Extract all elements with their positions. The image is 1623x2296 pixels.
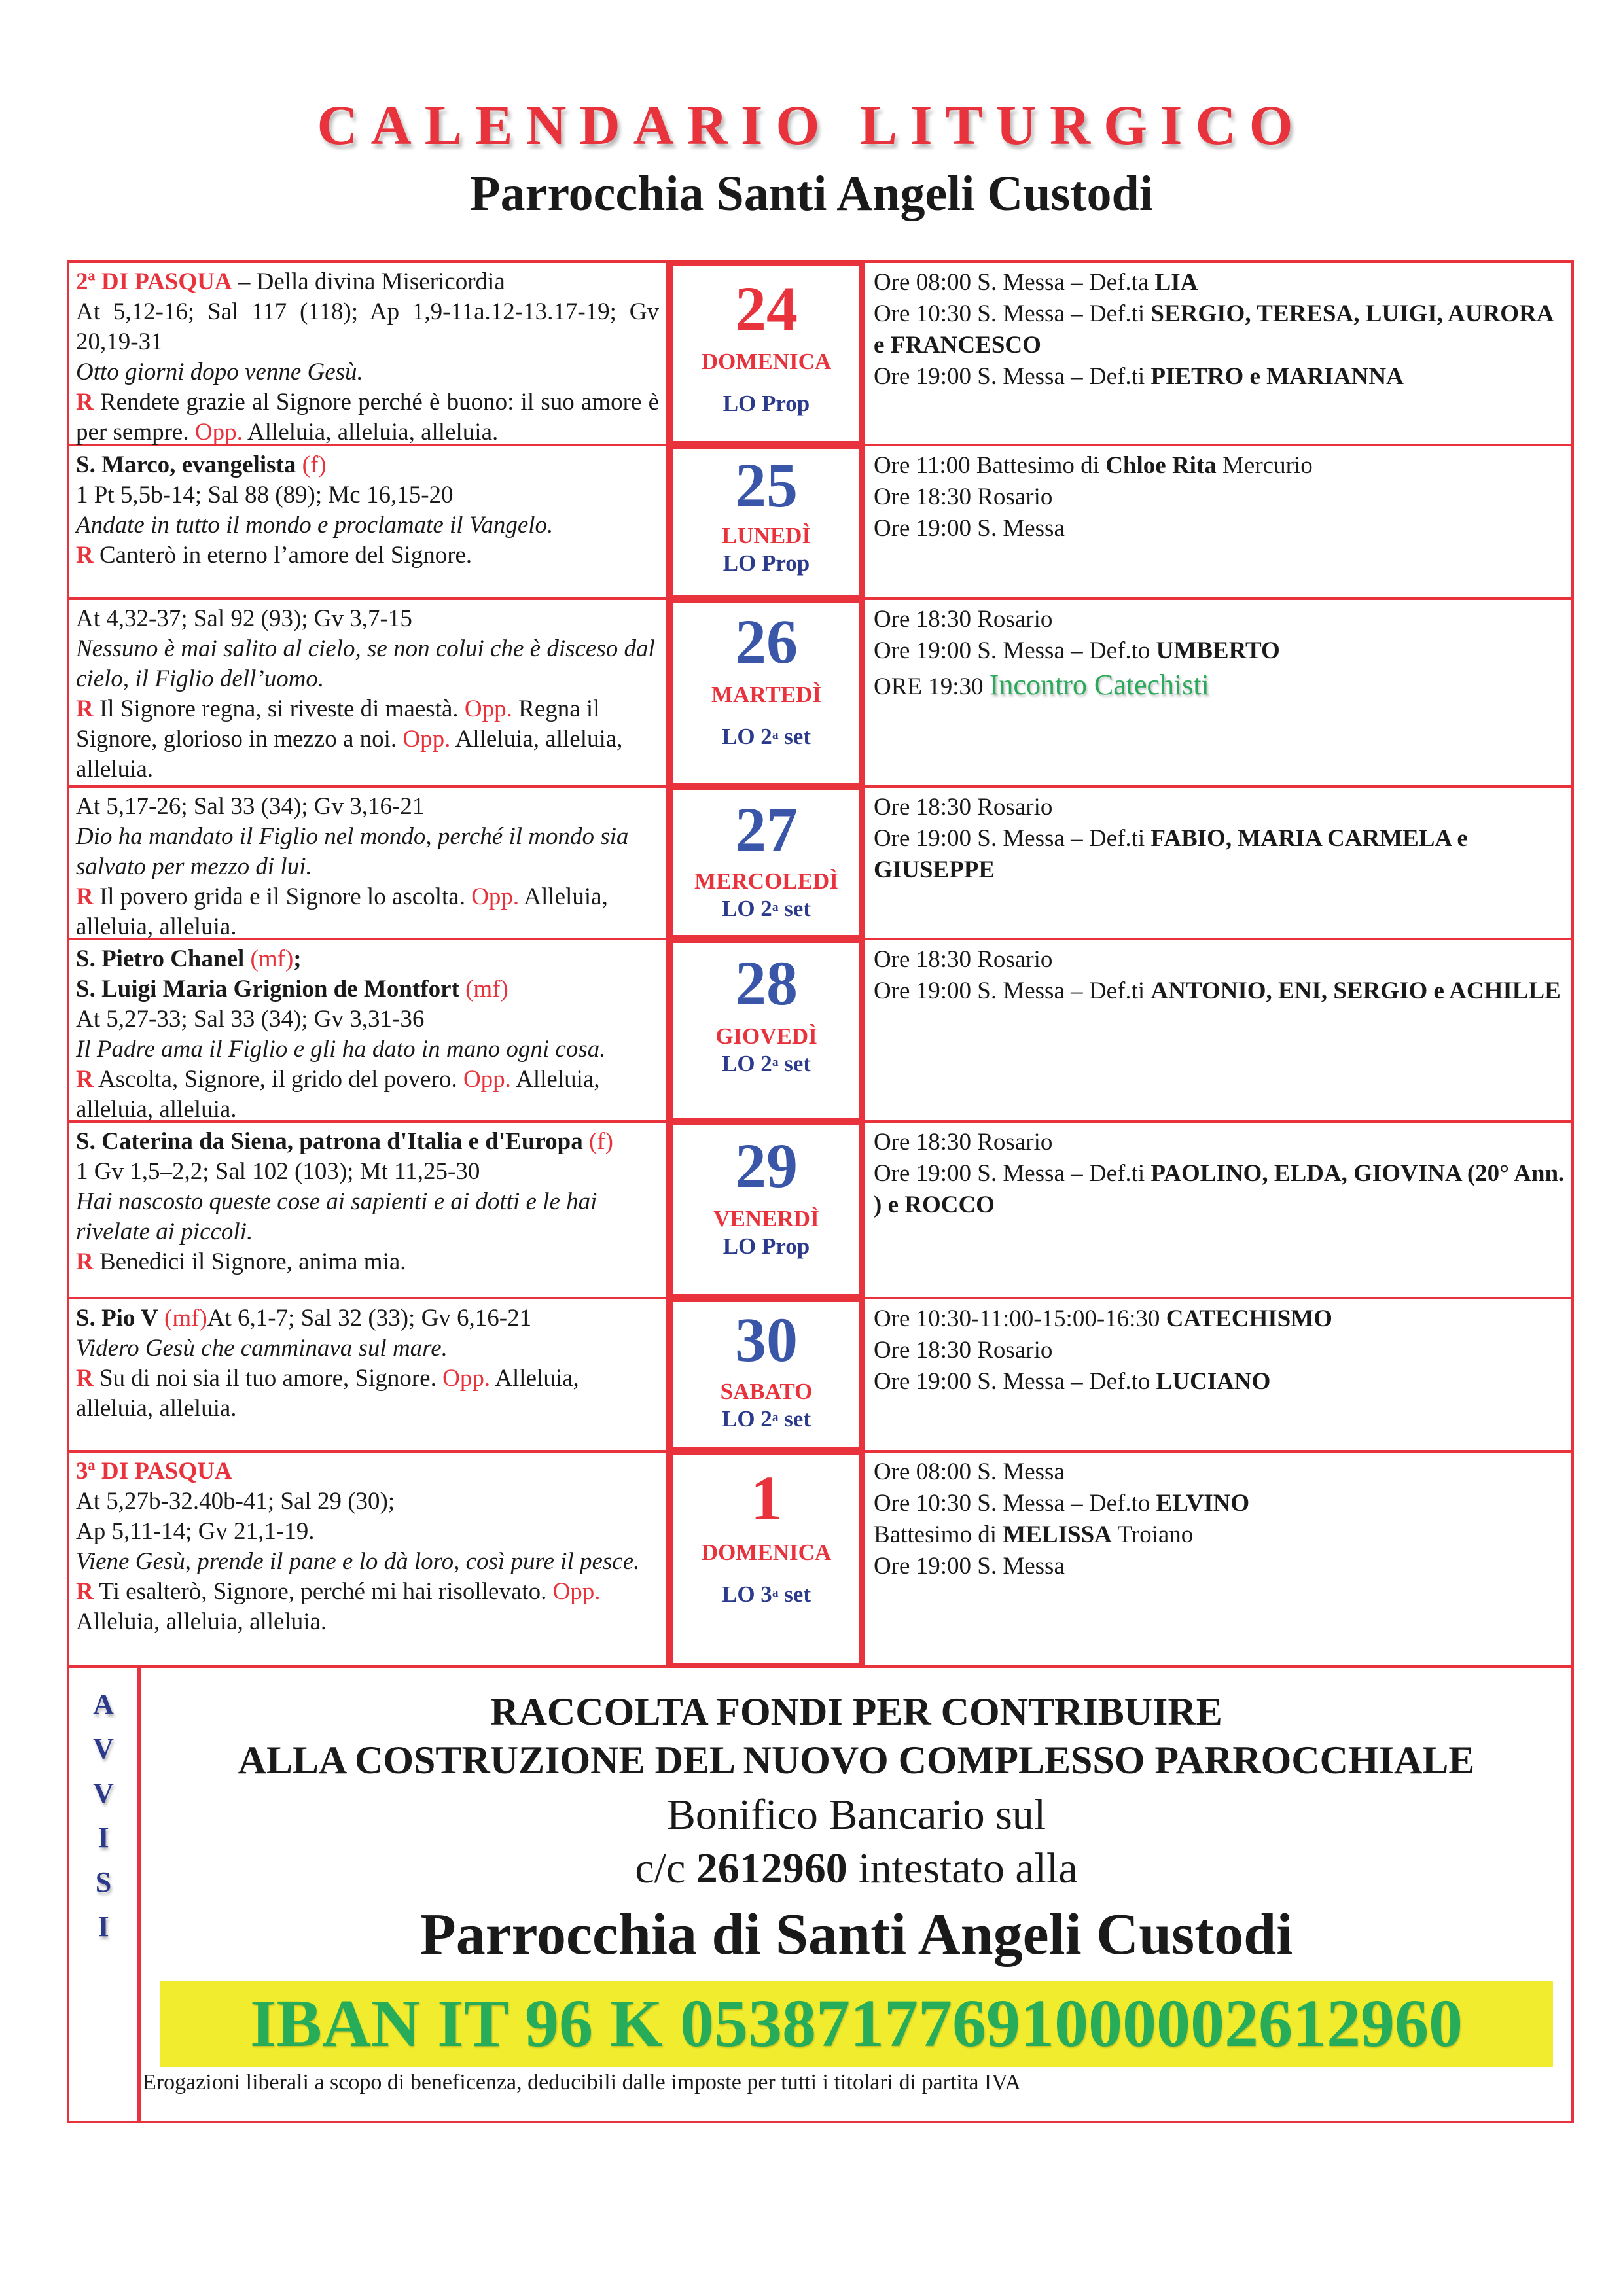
avvisi-letter: V <box>93 1777 114 1809</box>
readings: 1 Gv 1,5–2,2; Sal 102 (103); Mt 11,25-30 <box>76 1158 480 1185</box>
liturgy-of-hours: LO Prop <box>722 391 810 416</box>
event-names: SERGIO, TERESA, LUIGI, AURORA e FRANCESCO <box>874 300 1553 359</box>
table-row <box>69 1299 1571 1453</box>
saint-name: S. Caterina da Siena, patrona d'Italia e d'Europa <box>76 1128 583 1155</box>
liturgy-cell <box>69 940 668 1123</box>
day-number: 29 <box>735 1131 798 1201</box>
liturgy-cell <box>69 1299 668 1450</box>
lo-text: LO 2 <box>721 896 772 921</box>
event-item <box>874 667 1565 705</box>
weekday: VENERDÌ <box>713 1206 819 1231</box>
events-cell <box>865 788 1571 938</box>
date-cell <box>668 1450 865 1668</box>
liturgy-of-hours <box>673 1405 859 1433</box>
readings: At 6,1-7; Sal 32 (33); Gv 6,16-21 <box>207 1305 532 1332</box>
table-row <box>69 600 1571 788</box>
lo-ordinal: a <box>772 1586 779 1600</box>
opp-label: Opp. <box>552 1578 601 1605</box>
readings: At 4,32-37; Sal 92 (93); Gv 3,7-15 <box>76 605 412 632</box>
response-alt: Alleluia, alleluia, alleluia. <box>76 726 623 783</box>
response-text: Ti esalterò, Signore, perché mi hai risollevato. <box>93 1578 553 1605</box>
events-cell <box>865 446 1571 597</box>
rank: (f) <box>296 451 327 478</box>
event-item: Ore 18:30 Rosario <box>874 484 1053 510</box>
response-label: R <box>76 696 94 722</box>
event-item <box>874 450 1565 482</box>
event-text: Mercurio <box>1216 452 1313 479</box>
antiphon: Nessuno è mai salito al cielo, se non colui che è disceso dal cielo, il Figlio dell’uomo. <box>76 635 655 692</box>
event-item <box>874 298 1565 361</box>
event-item: Ore 18:30 Rosario <box>874 1129 1053 1156</box>
event-names: PAOLINO, ELDA, GIOVINA (20° Ann. ) e ROCCO <box>874 1160 1565 1218</box>
antiphon: Dio ha mandato il Figlio nel mondo, perché il mondo sia salvato per mezzo di lui. <box>76 823 629 880</box>
readings: At 5,17-26; Sal 33 (34); Gv 3,16-21 <box>76 793 425 820</box>
event-text: Troiano <box>1111 1521 1194 1548</box>
event-item <box>874 976 1565 1007</box>
date-cell <box>668 1297 865 1453</box>
event-text: Ore 10:30-11:00-15:00-16:30 <box>874 1305 1166 1332</box>
table-row <box>69 1453 1571 1668</box>
antiphon: Videro Gesù che camminava sul mare. <box>76 1335 448 1362</box>
response-label: R <box>76 1248 94 1275</box>
event-text: Ore 19:00 S. Messa – Def.ti <box>874 978 1151 1004</box>
liturgy-cell <box>69 788 668 938</box>
event-text: Ore 19:00 S. Messa – Def.ti <box>874 1160 1151 1187</box>
response-label: R <box>76 1365 94 1392</box>
tax-deduction-note: Erogazioni liberali a scopo di beneficenza, deducibili dalle imposte per tutti i titolari di partita IVA <box>143 2070 1021 2094</box>
lo-text: set <box>778 1051 811 1076</box>
fundraising-heading: RACCOLTA FONDI PER CONTRIBUIRE <box>490 1690 1222 1733</box>
account-prefix: c/c <box>635 1845 696 1892</box>
opp-label: Opp. <box>402 726 451 752</box>
events-cell <box>865 1453 1571 1665</box>
weekday: DOMENICA <box>701 349 832 374</box>
response-text: Il povero grida e il Signore lo ascolta. <box>93 883 472 910</box>
event-item <box>874 361 1565 393</box>
event-item <box>874 1519 1565 1551</box>
response-alt: Alleluia, alleluia, alleluia. <box>242 419 499 446</box>
parish-subtitle: Parrocchia Santi Angeli Custodi <box>470 166 1153 221</box>
day-number: 25 <box>735 450 798 520</box>
day-number: 24 <box>735 274 798 344</box>
antiphon: Andate in tutto il mondo e proclamate il Vangelo. <box>76 512 554 539</box>
rank: (mf) <box>158 1305 207 1332</box>
lo-text: set <box>778 724 811 749</box>
antiphon: Otto giorni dopo venne Gesù. <box>76 359 363 385</box>
weekday: GIOVEDÌ <box>715 1023 817 1049</box>
event-names: ANTONIO, ENI, SERGIO e ACHILLE <box>1150 978 1561 1004</box>
table-row <box>69 940 1571 1123</box>
events-cell <box>865 940 1571 1120</box>
opp-label: Opp. <box>463 1066 511 1093</box>
table-row <box>69 446 1571 600</box>
event-text: Ore 08:00 S. Messa – Def.ta <box>874 269 1155 296</box>
account-number: 2612960 <box>696 1845 847 1892</box>
saint-name: S. Marco, evangelista <box>76 451 296 478</box>
opp-label: Opp. <box>194 419 243 446</box>
event-item: Ore 19:00 S. Messa <box>874 1553 1065 1580</box>
response-text: Canterò in eterno l’amore del Signore. <box>93 542 473 569</box>
date-cell <box>668 444 865 600</box>
liturgy-of-hours <box>673 1050 859 1078</box>
avvisi-letter: S <box>95 1866 112 1898</box>
liturgy-cell <box>69 446 668 597</box>
response-label: R <box>76 883 94 910</box>
rank: (mf) <box>244 945 294 972</box>
weekday: LUNEDÌ <box>721 523 812 548</box>
event-names: UMBERTO <box>1156 637 1280 664</box>
event-item: Ore 18:30 Rosario <box>874 794 1053 821</box>
date-cell <box>668 938 865 1123</box>
event-item <box>874 635 1565 667</box>
readings: 1 Pt 5,5b-14; Sal 88 (89); Mc 16,15-20 <box>76 482 454 508</box>
event-names: ELVINO <box>1156 1490 1250 1517</box>
account-suffix: intestato alla <box>847 1845 1078 1892</box>
lo-text: set <box>778 1581 811 1607</box>
event-item <box>874 1158 1565 1221</box>
feast-heading: 2ª DI PASQUA <box>76 268 232 295</box>
event-item: Ore 18:30 Rosario <box>874 606 1053 633</box>
event-text: Ore 19:00 S. Messa – Def.to <box>874 1368 1156 1395</box>
opp-label: Opp. <box>471 883 520 910</box>
event-names: LUCIANO <box>1156 1368 1271 1395</box>
events-cell <box>865 263 1571 444</box>
avvisi-letter: A <box>93 1688 114 1720</box>
event-item <box>874 267 1565 298</box>
event-text: Ore 11:00 Battesimo di <box>874 452 1106 479</box>
avvisi-letter: I <box>98 1822 109 1854</box>
event-text: Ore 19:00 S. Messa – Def.to <box>874 637 1156 664</box>
lo-ordinal: a <box>772 1411 779 1424</box>
fundraising-subheading: ALLA COSTRUZIONE DEL NUOVO COMPLESSO PARROCCHIALE <box>238 1739 1475 1782</box>
events-cell <box>865 1123 1571 1297</box>
event-item: Ore 08:00 S. Messa <box>874 1458 1065 1485</box>
response-text: Il Signore regna, si riveste di maestà. <box>93 696 465 722</box>
account-line <box>141 1842 1571 1896</box>
lo-text: LO 2 <box>721 1406 772 1432</box>
iban-code: IBAN IT 96 K 05387177691000002612960 <box>160 1981 1553 2067</box>
saint-name: S. Pietro Chanel <box>76 945 245 972</box>
page-title: CALENDARIO LITURGICO <box>317 94 1306 156</box>
saint-name: S. Luigi Maria Grignion de Montfort <box>76 976 459 1002</box>
lo-ordinal: a <box>772 1055 779 1069</box>
event-names: PIETRO e MARIANNA <box>1150 363 1404 390</box>
lo-text: set <box>778 896 811 921</box>
weekday: MERCOLEDÌ <box>694 868 838 894</box>
event-text: Battesimo di <box>874 1521 1003 1548</box>
liturgy-cell <box>69 600 668 785</box>
event-text: ORE 19:30 <box>874 673 990 700</box>
events-cell <box>865 600 1571 785</box>
event-item: Ore 18:30 Rosario <box>874 1337 1053 1364</box>
response-alt: Regna il Signore, glorioso in mezzo a noi. <box>76 696 600 752</box>
table-row <box>69 1123 1571 1299</box>
bank-transfer-label: Bonifico Bancario sul <box>666 1791 1046 1839</box>
day-number: 30 <box>735 1305 798 1375</box>
response-text: Benedici il Signore, anima mia. <box>93 1248 406 1275</box>
opp-label: Opp. <box>442 1365 491 1392</box>
event-item <box>874 1303 1565 1335</box>
lo-text: LO 2 <box>721 724 772 749</box>
readings: At 5,27-33; Sal 33 (34); Gv 3,31-36 <box>76 1006 425 1033</box>
feast-subtitle: – Della divina Misericordia <box>232 268 505 295</box>
event-item <box>874 1488 1565 1519</box>
liturgy-of-hours <box>673 723 859 751</box>
liturgy-cell <box>69 1123 668 1297</box>
event-highlight: Incontro Catechisti <box>989 669 1209 701</box>
account-holder: Parrocchia di Santi Angeli Custodi <box>419 1902 1293 1967</box>
antiphon: Viene Gesù, prende il pane e lo dà loro, così pure il pesce. <box>76 1548 640 1575</box>
date-cell <box>668 785 865 940</box>
event-text: Ore 10:30 S. Messa – Def.ti <box>874 300 1151 327</box>
response-label: R <box>76 1066 94 1093</box>
event-names: Chloe Rita <box>1105 452 1217 479</box>
liturgy-of-hours <box>673 1581 859 1608</box>
readings: Ap 5,11-14; Gv 21,1-19. <box>76 1518 315 1545</box>
lo-text: LO 3 <box>721 1581 772 1607</box>
weekday: SABATO <box>720 1379 813 1404</box>
event-names: MELISSA <box>1003 1521 1112 1548</box>
readings: At 5,27b-32.40b-41; Sal 29 (30); <box>76 1488 395 1515</box>
feast-heading: 3ª DI PASQUA <box>76 1458 232 1485</box>
weekday: MARTEDÌ <box>711 682 821 707</box>
antiphon: Hai nascosto queste cose ai sapienti e ai dotti e le hai rivelate ai piccoli. <box>76 1188 597 1245</box>
lo-text: LO 2 <box>721 1051 772 1076</box>
separator: ; <box>293 945 302 972</box>
event-item: Ore 18:30 Rosario <box>874 946 1053 973</box>
event-item: Ore 19:00 S. Messa <box>874 515 1065 542</box>
response-text: Ascolta, Signore, il grido del povero. <box>93 1066 463 1093</box>
table-row <box>69 788 1571 940</box>
lo-text: set <box>778 1406 811 1432</box>
notices-body <box>141 1668 1571 2121</box>
response-label: R <box>76 542 94 569</box>
response-label: R <box>76 1578 94 1605</box>
liturgy-cell <box>69 263 668 444</box>
rank: (mf) <box>459 976 508 1002</box>
day-number: 26 <box>735 607 798 677</box>
avvisi-letter: I <box>98 1911 109 1943</box>
event-item <box>874 823 1565 886</box>
saint-name: S. Pio V <box>76 1305 158 1332</box>
readings: At 5,12-16; Sal 117 (118); Ap 1,9-11a.12-13.17-19; Gv 20,19-31 <box>76 298 659 355</box>
liturgy-of-hours <box>673 895 859 923</box>
day-number: 1 <box>751 1463 782 1533</box>
calendar-table <box>67 260 1574 2123</box>
day-number: 28 <box>735 948 798 1018</box>
response-label: R <box>76 389 94 415</box>
response-alt: Alleluia, alleluia, alleluia. <box>76 1365 579 1422</box>
weekday: DOMENICA <box>701 1540 832 1565</box>
day-number: 27 <box>735 794 798 864</box>
response-text: Su di noi sia il tuo amore, Signore. <box>93 1365 443 1392</box>
lo-ordinal: a <box>772 728 779 742</box>
event-text: Ore 19:00 S. Messa – Def.ti <box>874 363 1151 390</box>
event-text: Ore 19:00 S. Messa – Def.ti <box>874 825 1151 852</box>
event-item <box>874 1366 1565 1398</box>
opp-label: Opp. <box>464 696 512 722</box>
response-text: Rendete grazie al Signore perché è buono: il suo amore è per sempre. <box>76 389 659 446</box>
avvisi-letter: V <box>93 1733 114 1765</box>
lo-ordinal: a <box>772 900 779 914</box>
events-cell <box>865 1299 1571 1450</box>
table-row <box>69 263 1571 446</box>
antiphon: Il Padre ama il Figlio e gli ha dato in mano ogni cosa. <box>76 1036 606 1063</box>
response-alt: Alleluia, alleluia, alleluia. <box>76 1608 327 1635</box>
event-text: Ore 10:30 S. Messa – Def.to <box>874 1490 1156 1517</box>
date-cell <box>668 1120 865 1299</box>
event-names: FABIO, MARIA CARMELA e GIUSEPPE <box>874 825 1468 883</box>
event-names: CATECHISMO <box>1166 1305 1332 1332</box>
date-cell <box>668 260 865 446</box>
event-names: LIA <box>1154 269 1198 296</box>
liturgy-of-hours: LO Prop <box>722 1233 810 1259</box>
avvisi-vertical-label <box>69 1668 141 2121</box>
liturgy-of-hours: LO Prop <box>722 550 810 576</box>
response-alt: Alleluia, alleluia, alleluia. <box>76 883 608 940</box>
notices-section <box>69 1668 1571 2121</box>
rank: (f) <box>582 1128 613 1155</box>
liturgy-cell <box>69 1453 668 1665</box>
date-cell <box>668 597 865 788</box>
response-alt: Alleluia, alleluia, alleluia. <box>76 1066 600 1123</box>
